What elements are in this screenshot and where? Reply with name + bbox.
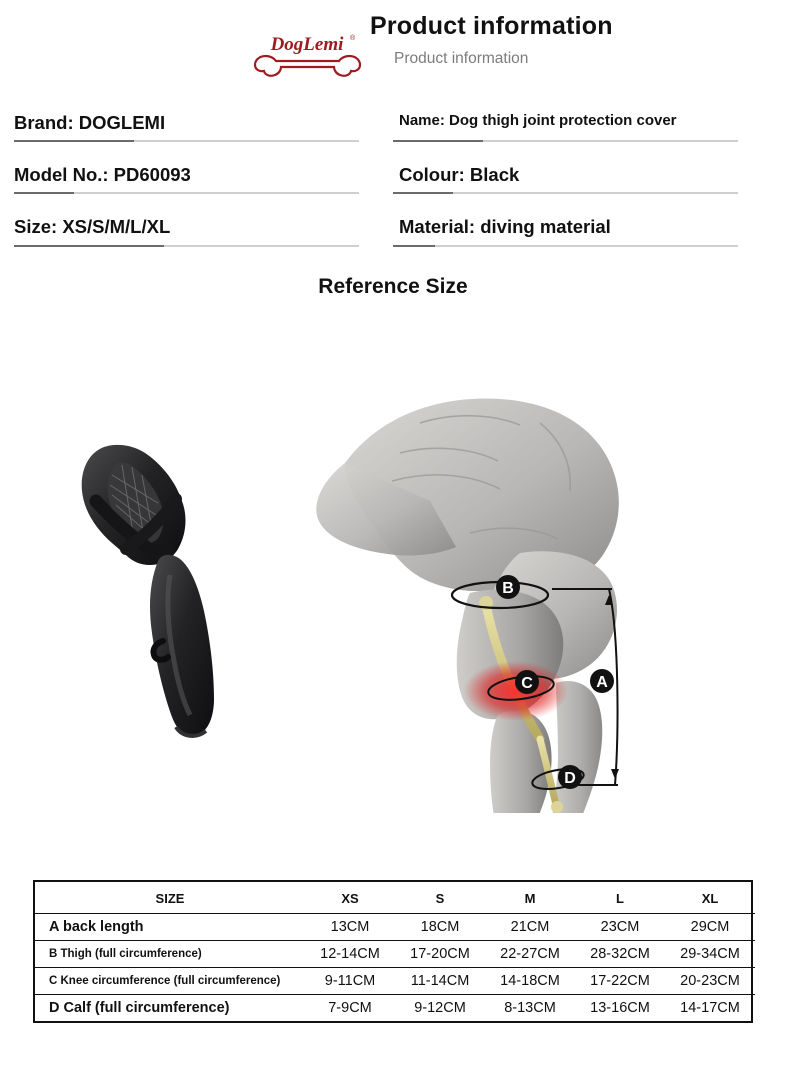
svg-text:B: B [502, 579, 514, 597]
header-s: S [435, 891, 445, 906]
header-m: M [524, 891, 536, 906]
table-row [35, 995, 755, 1022]
spec-size-rule [14, 245, 359, 247]
spec-brand [14, 112, 393, 142]
spec-brand-rule [14, 140, 359, 142]
cell-d-m: 8-13CM [485, 995, 575, 1022]
cell-c-xs: 9-11CM [305, 968, 395, 995]
reference-size-title: Reference Size [318, 274, 468, 298]
header-xl: XL [701, 891, 719, 906]
cell-c-s: 11-14CM [395, 968, 485, 995]
table-row [35, 968, 755, 995]
page-title: Product information [370, 12, 613, 40]
cell-a-m: 21CM [485, 914, 575, 941]
svg-text:A: A [596, 673, 608, 691]
cell-a-s: 18CM [395, 914, 485, 941]
cell-b-xs: 12-14CM [305, 941, 395, 968]
cell-b-l: 28-32CM [575, 941, 665, 968]
cell-d-xs: 7-9CM [305, 995, 395, 1022]
page-header [0, 0, 786, 96]
spec-material-rule [393, 245, 738, 247]
doglemi-logo [252, 22, 362, 78]
table-header-row [35, 882, 755, 914]
marker-d [558, 765, 582, 789]
marker-c [515, 670, 539, 694]
dog-diagram [316, 398, 645, 812]
cell-a-xs: 13CM [305, 914, 395, 941]
cell-b-xl: 29-34CM [665, 941, 755, 968]
spec-colour-rule [393, 192, 738, 194]
svg-text:DogLemi: DogLemi [270, 34, 344, 55]
cell-c-xl: 20-23CM [665, 968, 755, 995]
header-xs: XS [341, 891, 359, 906]
spec-size [14, 216, 393, 246]
row-label-c: C Knee circumference (full circumference) [35, 968, 305, 995]
cell-d-l: 13-16CM [575, 995, 665, 1022]
spec-material [393, 216, 772, 246]
spec-row-2 [14, 164, 772, 216]
knee-highlight [464, 661, 568, 721]
cell-a-l: 23CM [575, 914, 665, 941]
cell-d-xl: 14-17CM [665, 995, 755, 1022]
spec-name [393, 112, 772, 142]
cell-d-s: 9-12CM [395, 995, 485, 1022]
table-row [35, 914, 755, 941]
cell-c-m: 14-18CM [485, 968, 575, 995]
spec-material-label: Material: diving material [399, 216, 611, 238]
row-label-d: D Calf (full circumference) [35, 995, 305, 1022]
row-label-a: A back length [35, 914, 305, 941]
svg-text:®: ® [350, 35, 356, 42]
product-spec-grid [0, 112, 786, 269]
cell-c-l: 17-22CM [575, 968, 665, 995]
page-subtitle: Product information [394, 49, 529, 67]
cell-b-m: 22-27CM [485, 941, 575, 968]
reference-illustration [0, 303, 786, 813]
spec-name-rule [393, 140, 738, 142]
spec-colour-label: Colour: Black [399, 164, 520, 186]
header-size: SIZE [155, 891, 185, 906]
header-text-block [370, 12, 613, 68]
svg-text:C: C [521, 674, 533, 692]
table-row [35, 941, 755, 968]
marker-b [496, 575, 520, 599]
spec-size-label: Size: XS/S/M/L/XL [14, 216, 171, 238]
cell-b-s: 17-20CM [395, 941, 485, 968]
spec-brand-label: Brand: DOGLEMI [14, 112, 166, 133]
product-photo-brace [82, 444, 214, 735]
spec-row-3 [14, 216, 772, 268]
spec-name-label: Name: Dog thigh joint protection cover [399, 112, 677, 129]
svg-text:D: D [564, 769, 576, 787]
spec-model-label: Model No.: PD60093 [14, 164, 191, 186]
spec-model [14, 164, 393, 194]
marker-a [590, 669, 614, 693]
row-label-b: B Thigh (full circumference) [35, 941, 305, 968]
spec-row-1 [14, 112, 772, 164]
size-table [33, 880, 753, 1023]
header-l: L [616, 891, 624, 906]
cell-a-xl: 29CM [665, 914, 755, 941]
spec-model-rule [14, 192, 359, 194]
spec-colour [393, 164, 772, 194]
